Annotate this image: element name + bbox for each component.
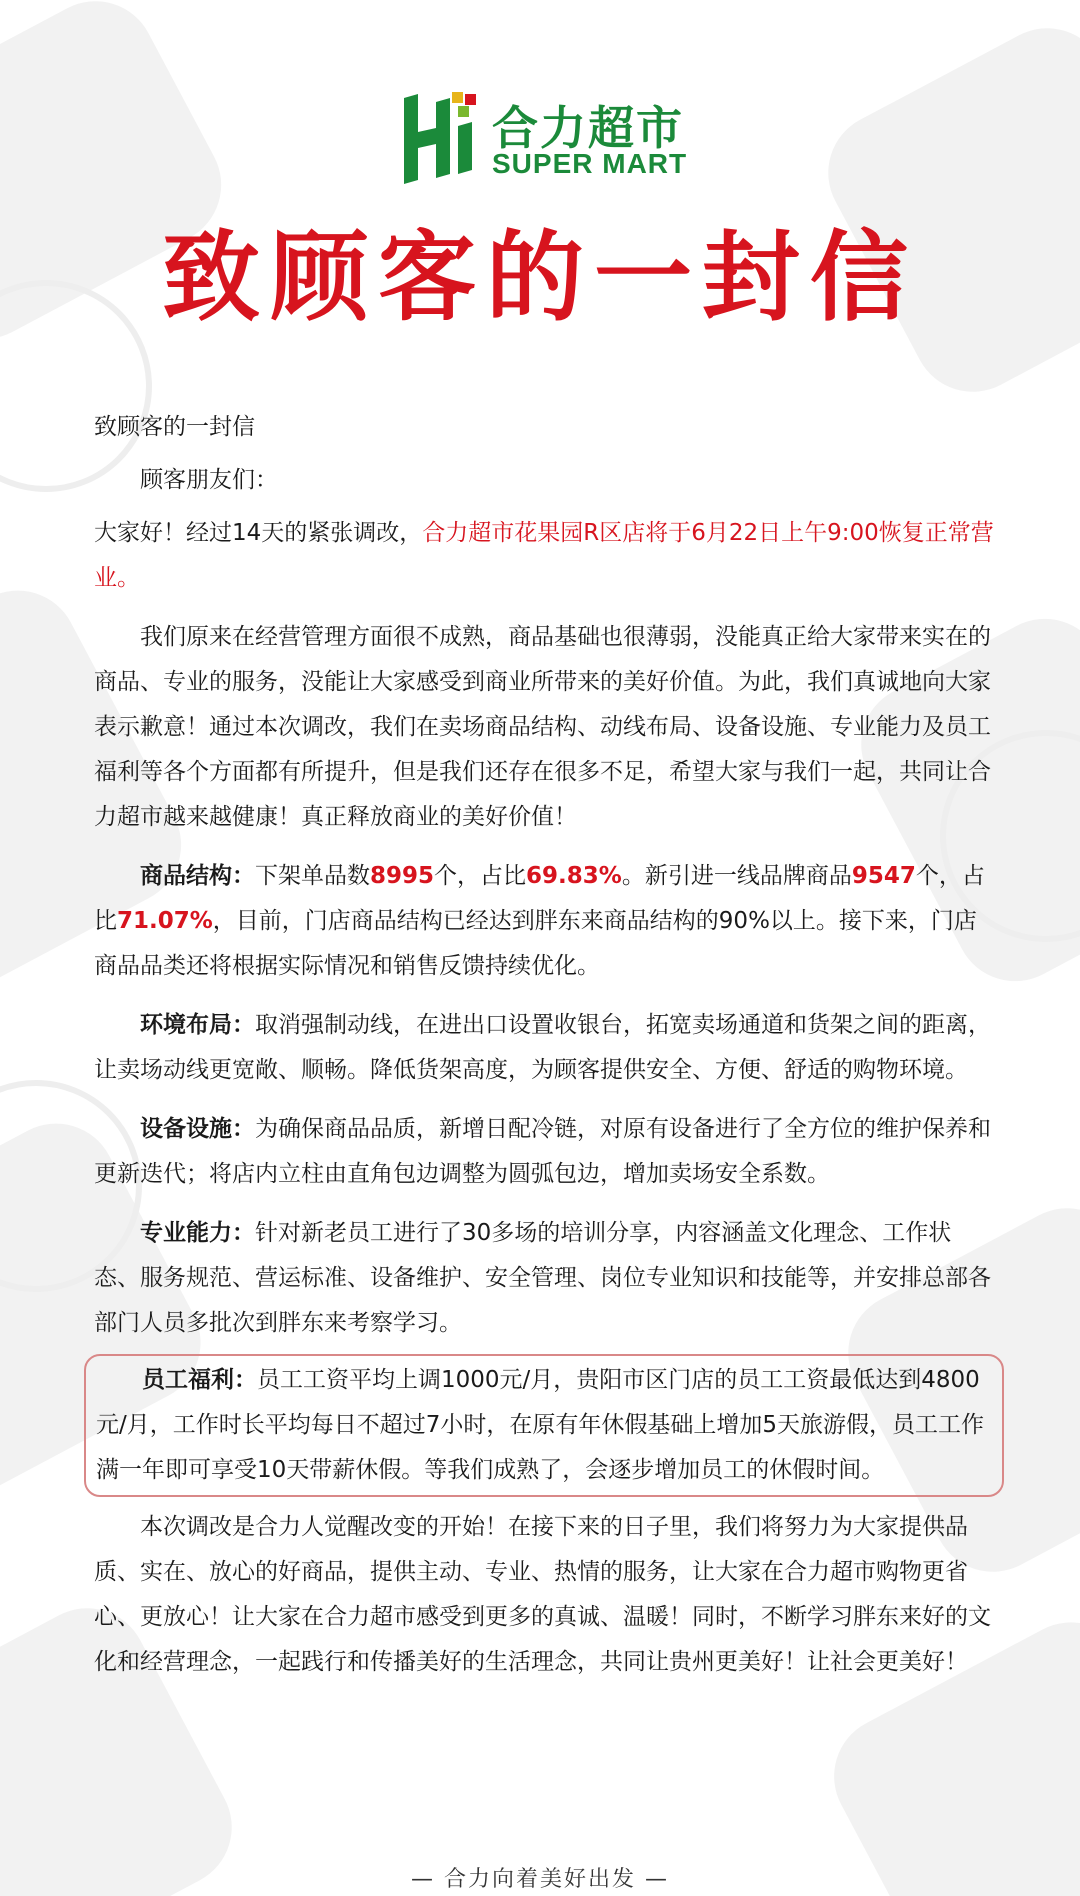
products-text-4: 个，占比 [94, 863, 985, 934]
letter-body [94, 405, 994, 1685]
welfare-text: 员工工资平均上调1000元/月，贵阳市区门店的员工工资最低达到4800元/月，工作时长平均每日不超过7小时，在原有年休假基础上增加5天旅游假，员工工作满一年即可享受10天带薪休假。等我们成熟了，会逐步增加员工的休假时间。 [96, 1367, 985, 1483]
brand-logo [400, 86, 690, 186]
intro-text: 大家好！经过14天的紧张调改， [94, 520, 423, 546]
letter-subtitle: 致顾客的一封信 [94, 414, 255, 440]
equipment-label: 设备设施： [140, 1116, 255, 1142]
products-text-5: ，目前，门店商品结构已经达到胖东来商品结构的90%以上。接下来，门店商品品类还将根据实际情况和销售反馈持续优化。 [94, 908, 977, 979]
products-text-1: 下架单品数 [255, 863, 370, 889]
welfare-highlight-box [84, 1354, 1004, 1497]
products-text-2: 个，占比 [434, 863, 527, 889]
brand-name-en: SUPER MART [492, 148, 688, 179]
intro-paragraph [94, 511, 994, 601]
footer-slogan: — 合力向着美好出发 — [411, 1867, 669, 1892]
new-brand-ratio: 71.07% [117, 908, 213, 934]
delisted-count: 8995 [370, 863, 435, 889]
closing-paragraph: 本次调改是合力人觉醒改变的开始！在接下来的日子里，我们将努力为大家提供品质、实在、放心的好商品，提供主动、专业、热情的服务，让大家在合力超市购物更省心、更放心！让大家在合力超市感受到更多的真诚、温暖！同时，不断学习胖东来好的文化和经营理念，一起践行和传播美好的生活理念，共同让贵州更美好！让社会更美好！ [94, 1514, 991, 1675]
equipment-paragraph [94, 1107, 994, 1197]
welfare-paragraph [96, 1358, 992, 1493]
skills-paragraph [94, 1211, 994, 1346]
products-text-3: 。新引进一线品牌商品 [621, 863, 852, 889]
welfare-label: 员工福利： [142, 1367, 257, 1393]
brand-name-cn: 合力超市 [492, 101, 684, 155]
environment-text: 取消强制动线，在进出口设置收银台，拓宽卖场通道和货架之间的距离，让卖场动线更宽敞、顺畅。降低货架高度，为顾客提供安全、方便、舒适的购物环境。 [94, 1012, 991, 1083]
environment-paragraph [94, 1003, 994, 1093]
reopening-notice: 合力超市花果园R区店将于6月22日上午9:00恢复正常营业。 [94, 520, 994, 591]
hi-logo-icon [400, 86, 480, 186]
skills-label: 专业能力： [140, 1220, 255, 1246]
greeting: 顾客朋友们： [140, 467, 278, 493]
skills-text: 针对新老员工进行了30多场的培训分享，内容涵盖文化理念、工作状态、服务规范、营运标准、设备维护、安全管理、岗位专业知识和技能等，并安排总部各部门人员多批次到胖东来考察学习。 [94, 1220, 991, 1336]
page-title: 致顾客的一封信 [161, 221, 918, 335]
products-label: 商品结构： [140, 863, 255, 889]
apology-paragraph: 我们原来在经营管理方面很不成熟，商品基础也很薄弱，没能真正给大家带来实在的商品、专业的服务，没能让大家感受到商业所带来的美好价值。为此，我们真诚地向大家表示歉意！通过本次调改，我们在卖场商品结构、动线布局、设备设施、专业能力及员工福利等各个方面都有所提升，但是我们还存在很多不足，希望大家与我们一起，共同让合力超市越来越健康！真正释放商业的美好价值！ [94, 624, 991, 830]
delisted-ratio: 69.83% [526, 863, 622, 889]
new-brand-count: 9547 [851, 863, 916, 889]
environment-label: 环境布局： [140, 1012, 255, 1038]
products-paragraph [94, 854, 994, 989]
equipment-text: 为确保商品品质，新增日配冷链，对原有设备进行了全方位的维护保养和更新迭代；将店内立柱由直角包边调整为圆弧包边，增加卖场安全系数。 [94, 1116, 991, 1187]
